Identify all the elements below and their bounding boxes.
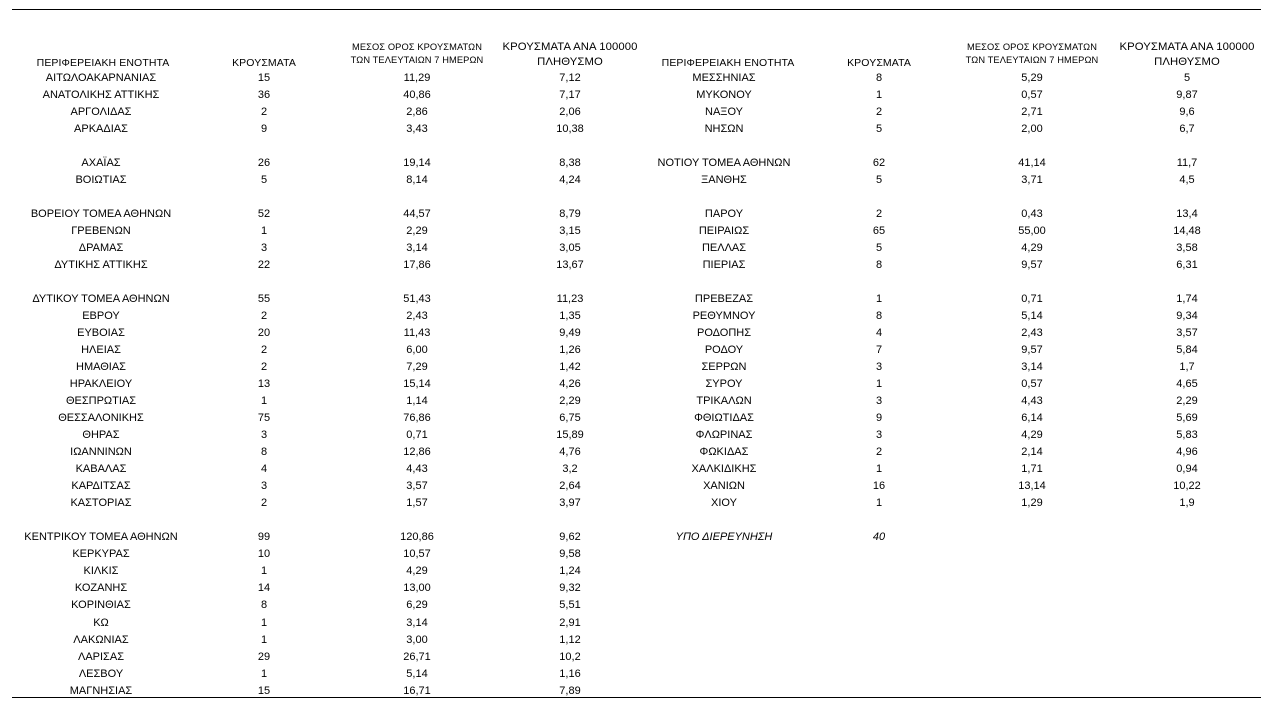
cases-cell: 5 xyxy=(875,242,883,255)
per100k-cell: 0,94 xyxy=(1176,463,1198,476)
avg7-cell: 2,43 xyxy=(406,310,428,323)
cases-cell: 2 xyxy=(260,310,268,323)
avg7-cell: 1,14 xyxy=(406,395,428,408)
region-cell: ΗΜΑΘΙΑΣ xyxy=(76,361,126,374)
per100k-cell: 9,34 xyxy=(1176,310,1198,323)
header-region: ΠΕΡΙΦΕΡΕΙΑΚΗ ΕΝΟΤΗΤΑ xyxy=(661,57,795,69)
avg7-cell: 12,86 xyxy=(403,446,431,459)
cases-cell: 2 xyxy=(260,361,268,374)
region-cell: ΘΕΣΣΑΛΟΝΙΚΗΣ xyxy=(58,412,144,425)
region-cell: ΕΥΒΟΙΑΣ xyxy=(77,327,125,340)
per100k-cell: 13,4 xyxy=(1176,208,1198,221)
header-cases: ΚΡΟΥΣΜΑΤΑ xyxy=(232,57,296,69)
cases-cell: 62 xyxy=(872,157,886,170)
per100k-cell: 5,69 xyxy=(1176,412,1198,425)
region-cell: ΣΥΡΟΥ xyxy=(705,378,743,391)
region-cell: ΛΕΣΒΟΥ xyxy=(78,667,124,680)
per100k-cell: 1,24 xyxy=(559,565,581,578)
cases-cell: 22 xyxy=(257,259,271,272)
avg7-cell: 3,43 xyxy=(406,123,428,136)
avg7-cell: 0,57 xyxy=(1021,378,1043,391)
per100k-cell: 5,51 xyxy=(559,599,581,612)
cases-cell: 3 xyxy=(260,429,268,442)
cases-cell: 1 xyxy=(875,293,883,306)
per100k-cell: 1,9 xyxy=(1179,497,1195,510)
region-cell: ΚΟΖΑΝΗΣ xyxy=(74,582,128,595)
cases-cell: 7 xyxy=(875,344,883,357)
per100k-cell: 3,2 xyxy=(562,463,578,476)
cases-cell: 1 xyxy=(260,565,268,578)
cases-cell: 40 xyxy=(872,531,886,544)
region-cell: ΘΗΡΑΣ xyxy=(82,429,120,442)
region-cell: ΠΕΛΛΑΣ xyxy=(701,242,747,255)
avg7-cell: 3,14 xyxy=(406,616,428,629)
region-cell: ΔΥΤΙΚΗΣ ΑΤΤΙΚΗΣ xyxy=(54,259,148,272)
region-cell: ΜΥΚΟΝΟΥ xyxy=(696,89,752,102)
region-cell: ΚΙΛΚΙΣ xyxy=(83,565,119,578)
avg7-cell: 1,29 xyxy=(1021,497,1043,510)
avg7-cell: 5,14 xyxy=(406,667,428,680)
cases-cell: 10 xyxy=(257,548,271,561)
cases-cell: 15 xyxy=(257,684,271,697)
cases-cell: 3 xyxy=(875,395,883,408)
cases-cell: 1 xyxy=(875,463,883,476)
avg7-cell: 41,14 xyxy=(1018,157,1046,170)
region-cell: ΚΑΡΔΙΤΣΑΣ xyxy=(71,480,131,493)
region-cell: ΦΩΚΙΔΑΣ xyxy=(699,446,749,459)
cases-cell: 4 xyxy=(875,327,883,340)
per100k-cell: 3,97 xyxy=(559,497,581,510)
region-cell: ΦΘΙΩΤΙΔΑΣ xyxy=(694,412,754,425)
avg7-cell: 6,29 xyxy=(406,599,428,612)
region-cell: ΛΑΚΩΝΙΑΣ xyxy=(73,633,129,646)
cases-cell: 52 xyxy=(257,208,271,221)
region-cell: ΞΑΝΘΗΣ xyxy=(701,174,747,187)
avg7-cell: 4,29 xyxy=(406,565,428,578)
region-cell: ΘΕΣΠΡΩΤΙΑΣ xyxy=(65,395,137,408)
region-cell: ΚΕΝΤΡΙΚΟΥ ΤΟΜΕΑ ΑΘΗΝΩΝ xyxy=(24,531,178,544)
avg7-cell: 11,43 xyxy=(403,327,431,340)
per100k-cell: 7,12 xyxy=(559,72,581,84)
cases-cell: 2 xyxy=(875,208,883,221)
region-cell: ΚΕΡΚΥΡΑΣ xyxy=(72,548,130,561)
region-cell: ΗΛΕΙΑΣ xyxy=(81,344,121,357)
per100k-cell: 2,06 xyxy=(559,106,581,119)
cases-cell: 2 xyxy=(875,446,883,459)
per100k-cell: 3,57 xyxy=(1176,327,1198,340)
cases-cell: 26 xyxy=(257,157,271,170)
region-cell: ΡΟΔΟΥ xyxy=(704,344,744,357)
per100k-cell: 5,84 xyxy=(1176,344,1198,357)
avg7-cell: 17,86 xyxy=(403,259,431,272)
avg7-cell: 3,14 xyxy=(406,242,428,255)
per100k-cell: 11,7 xyxy=(1176,157,1198,170)
header-per100k-line2: ΠΛΗΘΥΣΜΟ xyxy=(1154,56,1220,68)
avg7-cell: 4,43 xyxy=(1021,395,1043,408)
cases-cell: 8 xyxy=(875,310,883,323)
cases-cell: 5 xyxy=(875,174,883,187)
per100k-cell: 7,89 xyxy=(559,684,581,697)
header-region: ΠΕΡΙΦΕΡΕΙΑΚΗ ΕΝΟΤΗΤΑ xyxy=(36,57,170,69)
per100k-cell: 1,26 xyxy=(559,344,581,357)
header-per100k xyxy=(1111,40,1263,70)
cases-cell: 1 xyxy=(875,378,883,391)
cases-cell: 5 xyxy=(260,174,268,187)
region-cell: ΚΟΡΙΝΘΙΑΣ xyxy=(71,599,131,612)
cases-cell: 3 xyxy=(260,480,268,493)
avg7-cell: 4,29 xyxy=(1021,242,1043,255)
per100k-cell: 8,38 xyxy=(559,157,581,170)
region-cell: ΧΑΝΙΩΝ xyxy=(703,480,745,493)
per100k-cell: 2,29 xyxy=(559,395,581,408)
per100k-cell: 6,7 xyxy=(1179,123,1195,136)
avg7-cell: 76,86 xyxy=(403,412,431,425)
avg7-cell: 2,29 xyxy=(406,225,428,238)
avg7-cell: 44,57 xyxy=(403,208,431,221)
avg7-cell: 7,29 xyxy=(406,361,428,374)
avg7-cell: 19,14 xyxy=(403,157,431,170)
per100k-cell: 4,24 xyxy=(559,174,581,187)
avg7-cell: 0,57 xyxy=(1021,89,1043,102)
per100k-cell: 13,67 xyxy=(556,259,584,272)
avg7-cell: 16,71 xyxy=(403,684,431,697)
cases-cell: 3 xyxy=(875,361,883,374)
region-cell: ΜΑΓΝΗΣΙΑΣ xyxy=(69,684,133,697)
region-cell: ΚΑΒΑΛΑΣ xyxy=(75,463,127,476)
per100k-cell: 4,26 xyxy=(559,378,581,391)
cases-cell: 1 xyxy=(260,395,268,408)
region-cell: ΦΛΩΡΙΝΑΣ xyxy=(695,429,753,442)
region-cell: ΑΡΓΟΛΙΔΑΣ xyxy=(70,106,132,119)
avg7-cell: 5,14 xyxy=(1021,310,1043,323)
per100k-cell: 10,2 xyxy=(559,650,581,663)
cases-cell: 2 xyxy=(260,106,268,119)
region-cell: ΔΡΑΜΑΣ xyxy=(78,242,124,255)
cases-cell: 16 xyxy=(872,480,886,493)
per100k-cell: 9,58 xyxy=(559,548,581,561)
avg7-cell: 6,00 xyxy=(406,344,428,357)
region-cell: ΑΙΤΩΛΟΑΚΑΡΝΑΝΙΑΣ xyxy=(45,72,157,84)
avg7-cell: 1,57 xyxy=(406,497,428,510)
bottom-rule xyxy=(12,697,1261,698)
region-cell: ΜΕΣΣΗΝΙΑΣ xyxy=(692,72,756,84)
cases-cell: 8 xyxy=(875,259,883,272)
avg7-cell: 1,71 xyxy=(1021,463,1043,476)
cases-cell: 14 xyxy=(257,582,271,595)
avg7-cell: 11,29 xyxy=(403,72,431,84)
header-per100k-line2: ΠΛΗΘΥΣΜΟ xyxy=(537,56,603,68)
cases-cell: 3 xyxy=(875,429,883,442)
cases-cell: 65 xyxy=(872,225,886,238)
top-rule xyxy=(12,9,1261,10)
avg7-cell: 55,00 xyxy=(1018,225,1046,238)
cases-cell: 2 xyxy=(260,344,268,357)
cases-cell: 8 xyxy=(260,446,268,459)
per100k-cell: 3,15 xyxy=(559,225,581,238)
region-cell: ΚΩ xyxy=(93,616,109,629)
header-avg7 xyxy=(342,41,492,67)
avg7-cell: 0,71 xyxy=(406,429,428,442)
header-avg7-line2: ΤΩΝ ΤΕΛΕΥΤΑΙΩΝ 7 ΗΜΕΡΩΝ xyxy=(965,55,1099,65)
region-cell: ΛΑΡΙΣΑΣ xyxy=(77,650,124,663)
region-cell: ΚΑΣΤΟΡΙΑΣ xyxy=(70,497,132,510)
per100k-cell: 1,35 xyxy=(559,310,581,323)
avg7-cell: 4,29 xyxy=(1021,429,1043,442)
per100k-cell: 11,23 xyxy=(556,293,584,306)
avg7-cell: 9,57 xyxy=(1021,344,1043,357)
avg7-cell: 13,00 xyxy=(403,582,431,595)
per100k-cell: 9,49 xyxy=(559,327,581,340)
header-per100k xyxy=(494,40,646,70)
avg7-cell: 2,43 xyxy=(1021,327,1043,340)
per100k-cell: 1,42 xyxy=(559,361,581,374)
cases-cell: 75 xyxy=(257,412,271,425)
per100k-cell: 9,6 xyxy=(1179,106,1195,119)
cases-cell: 1 xyxy=(260,667,268,680)
per100k-cell: 3,58 xyxy=(1176,242,1198,255)
avg7-cell: 9,57 xyxy=(1021,259,1043,272)
avg7-cell: 6,14 xyxy=(1021,412,1043,425)
region-cell: ΝΗΣΩΝ xyxy=(704,123,744,136)
per100k-cell: 1,16 xyxy=(559,667,581,680)
cases-cell: 9 xyxy=(260,123,268,136)
per100k-cell: 10,22 xyxy=(1173,480,1201,493)
per100k-cell: 9,62 xyxy=(559,531,581,544)
cases-cell: 3 xyxy=(260,242,268,255)
cases-cell: 5 xyxy=(875,123,883,136)
per100k-cell: 2,64 xyxy=(559,480,581,493)
region-cell: ΥΠΟ ΔΙΕΡΕΥΝΗΣΗ xyxy=(675,531,773,544)
cases-cell: 36 xyxy=(257,89,271,102)
cases-cell: 2 xyxy=(260,497,268,510)
region-cell: ΝΟΤΙΟΥ ΤΟΜΕΑ ΑΘΗΝΩΝ xyxy=(657,157,791,170)
region-cell: ΔΥΤΙΚΟΥ ΤΟΜΕΑ ΑΘΗΝΩΝ xyxy=(32,293,170,306)
per100k-cell: 10,38 xyxy=(556,123,584,136)
cases-cell: 4 xyxy=(260,463,268,476)
cases-cell: 1 xyxy=(260,633,268,646)
avg7-cell: 0,43 xyxy=(1021,208,1043,221)
header-avg7 xyxy=(957,41,1107,67)
per100k-cell: 4,96 xyxy=(1176,446,1198,459)
region-cell: ΒΟΙΩΤΙΑΣ xyxy=(75,174,127,187)
region-cell: ΡΕΘΥΜΝΟΥ xyxy=(692,310,756,323)
avg7-cell: 51,43 xyxy=(403,293,431,306)
avg7-cell: 0,71 xyxy=(1021,293,1043,306)
region-cell: ΗΡΑΚΛΕΙΟΥ xyxy=(69,378,133,391)
region-cell: ΠΙΕΡΙΑΣ xyxy=(702,259,746,272)
region-cell: ΕΒΡΟΥ xyxy=(82,310,120,323)
cases-cell: 55 xyxy=(257,293,271,306)
cases-cell: 9 xyxy=(875,412,883,425)
avg7-cell: 3,00 xyxy=(406,633,428,646)
header-avg7-line1: ΜΕΣΟΣ ΟΡΟΣ ΚΡΟΥΣΜΑΤΩΝ xyxy=(351,42,483,52)
avg7-cell: 26,71 xyxy=(403,650,431,663)
cases-cell: 2 xyxy=(875,106,883,119)
region-cell: ΣΕΡΡΩΝ xyxy=(701,361,747,374)
avg7-cell: 5,29 xyxy=(1021,72,1043,84)
header-avg7-line2: ΤΩΝ ΤΕΛΕΥΤΑΙΩΝ 7 ΗΜΕΡΩΝ xyxy=(350,55,484,65)
avg7-cell: 3,71 xyxy=(1021,174,1043,187)
per100k-cell: 4,65 xyxy=(1176,378,1198,391)
cases-cell: 99 xyxy=(257,531,271,544)
avg7-cell: 40,86 xyxy=(403,89,431,102)
cases-cell: 1 xyxy=(875,89,883,102)
header-per100k-line1: ΚΡΟΥΣΜΑΤΑ ΑΝΑ 100000 xyxy=(1119,41,1255,53)
region-cell: ΑΧΑΪΑΣ xyxy=(81,157,121,170)
cases-cell: 8 xyxy=(875,72,883,84)
avg7-cell: 15,14 xyxy=(403,378,431,391)
per100k-cell: 14,48 xyxy=(1173,225,1201,238)
per100k-cell: 4,76 xyxy=(559,446,581,459)
cases-cell: 20 xyxy=(257,327,271,340)
region-cell: ΒΟΡΕΙΟΥ ΤΟΜΕΑ ΑΘΗΝΩΝ xyxy=(30,208,172,221)
cases-cell: 1 xyxy=(260,616,268,629)
cases-cell: 1 xyxy=(260,225,268,238)
avg7-cell: 3,14 xyxy=(1021,361,1043,374)
avg7-cell: 10,57 xyxy=(403,548,431,561)
region-cell: ΠΑΡΟΥ xyxy=(704,208,744,221)
avg7-cell: 13,14 xyxy=(1018,480,1046,493)
per100k-cell: 4,5 xyxy=(1179,174,1195,187)
per100k-cell: 5 xyxy=(1183,72,1191,84)
cases-cell: 13 xyxy=(257,378,271,391)
avg7-cell: 3,57 xyxy=(406,480,428,493)
avg7-cell: 2,71 xyxy=(1021,106,1043,119)
header-per100k-line1: ΚΡΟΥΣΜΑΤΑ ΑΝΑ 100000 xyxy=(502,41,638,53)
cases-cell: 8 xyxy=(260,599,268,612)
region-cell: ΙΩΑΝΝΙΝΩΝ xyxy=(70,446,132,459)
avg7-cell: 120,86 xyxy=(400,531,434,544)
region-cell: ΤΡΙΚΑΛΩΝ xyxy=(696,395,752,408)
avg7-cell: 8,14 xyxy=(406,174,428,187)
cases-cell: 15 xyxy=(257,72,271,84)
per100k-cell: 2,29 xyxy=(1176,395,1198,408)
region-cell: ΠΕΙΡΑΙΩΣ xyxy=(698,225,750,238)
per100k-cell: 8,79 xyxy=(559,208,581,221)
per100k-cell: 7,17 xyxy=(559,89,581,102)
per100k-cell: 2,91 xyxy=(559,616,581,629)
per100k-cell: 5,83 xyxy=(1176,429,1198,442)
region-cell: ΓΡΕΒΕΝΩΝ xyxy=(71,225,131,238)
avg7-cell: 2,86 xyxy=(406,106,428,119)
cases-cell: 1 xyxy=(875,497,883,510)
region-cell: ΝΑΞΟΥ xyxy=(705,106,743,119)
avg7-cell: 2,00 xyxy=(1021,123,1043,136)
per100k-cell: 1,7 xyxy=(1179,361,1195,374)
per100k-cell: 3,05 xyxy=(559,242,581,255)
region-cell: ΡΟΔΟΠΗΣ xyxy=(696,327,752,340)
per100k-cell: 9,87 xyxy=(1176,89,1198,102)
region-cell: ΑΡΚΑΔΙΑΣ xyxy=(74,123,128,136)
cases-cell: 29 xyxy=(257,650,271,663)
header-cases: ΚΡΟΥΣΜΑΤΑ xyxy=(847,57,911,69)
region-cell: ΧΙΟΥ xyxy=(711,497,737,510)
region-cell: ΧΑΛΚΙΔΙΚΗΣ xyxy=(691,463,757,476)
header-avg7-line1: ΜΕΣΟΣ ΟΡΟΣ ΚΡΟΥΣΜΑΤΩΝ xyxy=(966,42,1098,52)
per100k-cell: 6,31 xyxy=(1176,259,1198,272)
per100k-cell: 1,12 xyxy=(559,633,581,646)
region-cell: ΑΝΑΤΟΛΙΚΗΣ ΑΤΤΙΚΗΣ xyxy=(42,89,160,102)
per100k-cell: 6,75 xyxy=(559,412,581,425)
per100k-cell: 15,89 xyxy=(556,429,584,442)
avg7-cell: 4,43 xyxy=(406,463,428,476)
region-cell: ΠΡΕΒΕΖΑΣ xyxy=(694,293,754,306)
per100k-cell: 1,74 xyxy=(1176,293,1198,306)
avg7-cell: 2,14 xyxy=(1021,446,1043,459)
per100k-cell: 9,32 xyxy=(559,582,581,595)
